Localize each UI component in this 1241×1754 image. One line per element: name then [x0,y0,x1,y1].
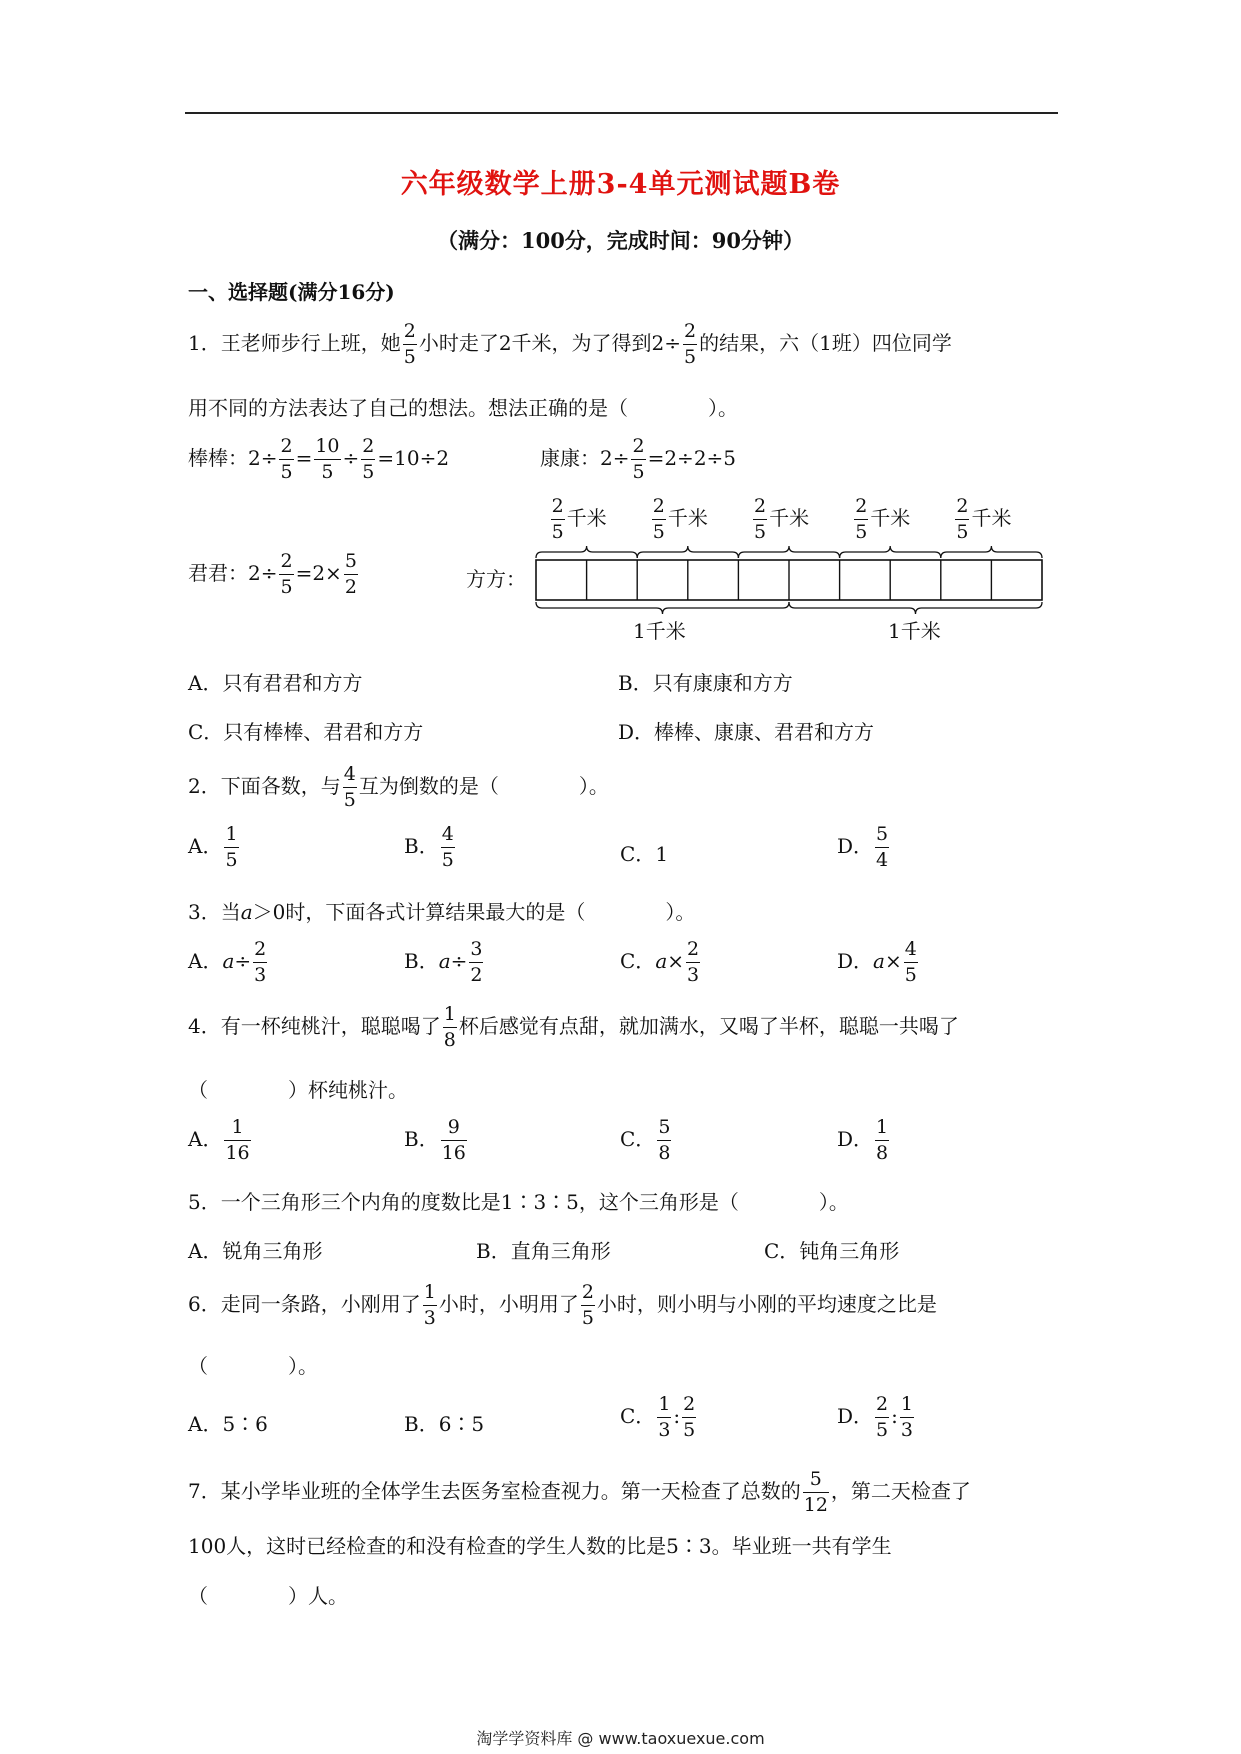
q1-text-a: 1．王老师步行上班，她 [188,331,401,355]
segment-label: $\frac{2}{5}$ 千米 [855,495,911,543]
q5-option-a[interactable]: A．锐角三角形 [188,1239,323,1263]
q3-option-b[interactable]: B．a÷ $\frac{3}{2}$ [404,938,483,986]
q1-kangkang: 康康：2÷ $\frac{2}{5}$ =2÷2÷5 [540,435,737,483]
q2-option-b[interactable]: B． $\frac{4}{5}$ [404,823,454,871]
segment-label: $\frac{2}{5}$ 千米 [652,495,708,543]
q4-line2: （ ）杯纯桃汁。 [188,1078,408,1102]
top-brace [637,546,738,558]
q1-fangfang-label: 方方： [466,567,526,591]
top-brace [941,546,1042,558]
top-brace [738,546,839,558]
q2-option-c[interactable]: C．1 [620,842,669,866]
cells [536,560,1042,600]
q7-line1: 7．某小学毕业班的全体学生去医务室检查视力。第一天检查了总数的 $\frac{5}{12}$ ，第二天检查了 [188,1468,971,1516]
page-title: 六年级数学上册3-4单元测试题B卷 [400,169,841,200]
top-brace [840,546,941,558]
q1-text-b: 小时走了2千米，为了得到2÷ [418,331,682,355]
top-braces [536,546,1042,558]
segment-label: $\frac{2}{5}$ 千米 [754,495,810,543]
q4-option-c[interactable]: C． $\frac{5}{8}$ [620,1116,671,1164]
bottom-brace [789,602,1042,614]
q6-option-b[interactable]: B．6∶5 [404,1412,485,1436]
fraction: $\frac{10}{5}$ [315,435,340,483]
q1-line2: 用不同的方法表达了自己的想法。想法正确的是（ ）。 [188,396,738,420]
q4-option-b[interactable]: B． $\frac{9}{16}$ [404,1116,466,1164]
q3-stem: 3．当a＞0时，下面各式计算结果最大的是（ ）。 [188,900,696,924]
fraction: $\frac{2}{5}$ [684,320,697,368]
q1-text-c: 的结果，六（1班）四位同学 [699,331,952,355]
q1-option-b[interactable]: B．只有康康和方方 [618,671,793,695]
q6-line2: （ ）。 [188,1354,318,1378]
fraction: $\frac{2}{5}$ [403,320,416,368]
fraction: $\frac{5}{12}$ [803,1468,828,1516]
q2-stem: 2．下面各数，与 $\frac{4}{5}$ 互为倒数的是（ ）。 [188,763,609,811]
top-brace [536,546,637,558]
fraction: $\frac{2}{5}$ [581,1281,594,1329]
footer-watermark: 淘学学资料库 @ www.taoxuexue.com [476,1729,765,1748]
q6-option-a[interactable]: A．5∶6 [188,1412,268,1436]
q3-option-a[interactable]: A．a÷ $\frac{2}{3}$ [188,938,267,986]
q1-junjun: 君君：2÷ $\frac{2}{5}$ =2× $\frac{5}{2}$ [188,550,357,598]
page-subtitle: （满分：100分，完成时间：90分钟） [436,228,805,253]
section-heading: 一、选择题(满分16分) [188,280,395,304]
fraction: $\frac{4}{5}$ [343,763,356,811]
q5-stem: 5．一个三角形三个内角的度数比是1∶3∶5，这个三角形是（ ）。 [188,1190,849,1214]
bottom-brace [536,602,789,614]
q1-option-d[interactable]: D．棒棒、康康、君君和方方 [618,720,875,744]
fraction: $\frac{2}{5}$ [280,435,293,483]
segment-label: $\frac{2}{5}$ 千米 [551,495,607,543]
q6-option-d[interactable]: D． $\frac{2}{5}$ : $\frac{1}{3}$ [837,1393,913,1441]
q4-line1: 4．有一杯纯桃汁，聪聪喝了 $\frac{1}{8}$ 杯后感觉有点甜，就加满水，又喝了半杯，聪聪一共喝了 [188,1003,959,1051]
header-rule [185,112,1058,114]
q2-option-a[interactable]: A． $\frac{1}{5}$ [188,823,238,871]
km-label-2: 1千米 [888,619,941,643]
fraction: $\frac{2}{5}$ [280,550,293,598]
fraction: $\frac{1}{8}$ [443,1003,456,1051]
q6-option-c[interactable]: C． $\frac{1}{3}$ : $\frac{2}{5}$ [620,1393,696,1441]
q6-line1: 6．走同一条路，小刚用了 $\frac{1}{3}$ 小时，小明用了 $\frac{2}{5}$ 小时，则小明与小刚的平均速度之比是 [188,1281,937,1329]
segment-label: $\frac{2}{5}$ 千米 [956,495,1012,543]
fraction: $\frac{5}{2}$ [344,550,357,598]
bottom-braces [536,602,1042,614]
fraction: $\frac{2}{5}$ [362,435,375,483]
q3-option-c[interactable]: C．a× $\frac{2}{3}$ [620,938,700,986]
q1-option-c[interactable]: C．只有棒棒、君君和方方 [188,720,424,744]
q4-option-d[interactable]: D． $\frac{1}{8}$ [837,1116,889,1164]
fraction: $\frac{2}{5}$ [632,435,645,483]
q5-option-b[interactable]: B．直角三角形 [476,1239,611,1263]
q4-option-a[interactable]: A． $\frac{1}{16}$ [188,1116,250,1164]
q7-line3: （ ）人。 [188,1584,348,1608]
q1-line1 [188,322,952,367]
q1-option-a[interactable]: A．只有君君和方方 [188,671,363,695]
q5-option-c[interactable]: C．钝角三角形 [764,1239,900,1263]
q1-bangbang: 棒棒：2÷ $\frac{2}{5}$ = $\frac{10}{5}$ ÷ $\frac{2}{5}$ =10÷2 [188,435,450,483]
km-label-1: 1千米 [633,619,686,643]
fraction: $\frac{1}{3}$ [423,1281,436,1329]
q3-option-d[interactable]: D．a× $\frac{4}{5}$ [837,938,917,986]
q2-option-d[interactable]: D． $\frac{5}{4}$ [837,823,889,871]
q7-line2: 100人，这时已经检查的和没有检查的学生人数的比是5∶3。毕业班一共有学生 [188,1534,892,1558]
